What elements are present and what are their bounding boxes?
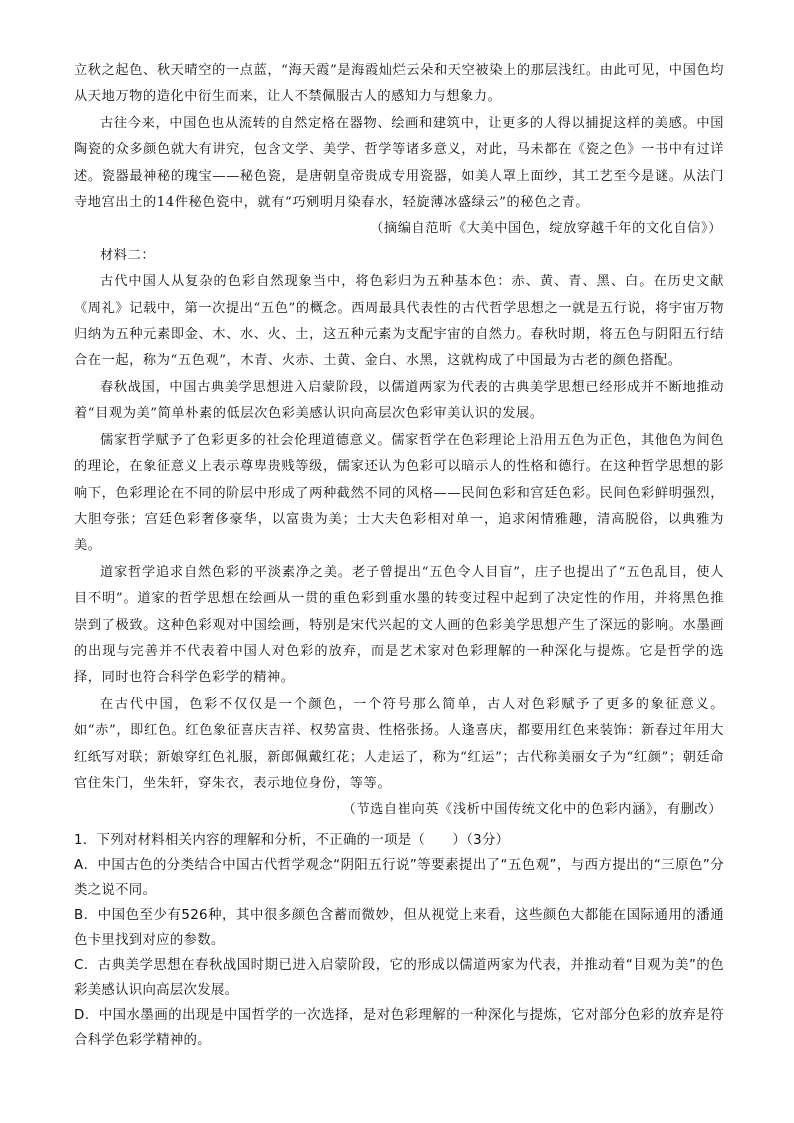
material2-source: （节选自崔向英《浅析中国传统文化中的色彩内涵》，有删改） (342, 802, 722, 818)
material2-paragraph-4: 道家哲学追求自然色彩的平淡素净之美。老子曾提出“五色令人目盲”，庄子也提出了“五色乱目，使人目不明”。道家的哲学思想在绘画从一贯的重色彩到重水墨的转变过程中起到了决定性的作用，并将黑色推崇到了极致。这种色彩观对中国绘画，特别是宋代兴起的文人画的色彩美学思想产生了深远的影响。水墨画的出现与完善并不代表着中国人对色彩的放弃，而是艺术家对色彩理解的一种深化与提炼。它是哲学的选择，同时也符合科学色彩学的精神。 (74, 564, 724, 686)
material2-paragraph-2: 春秋战国，中国古典美学思想进入启蒙阶段，以儒道两家为代表的古典美学思想已经形成并不断地推动着“目观为美”简单朴素的低层次色彩美感认识向高层次色彩审美认识的发展。 (74, 379, 724, 422)
question-1-option-b: B．中国色至少有526种，其中很多颜色含蓄而微妙，但从视觉上来看，这些颜色大都能在国际通用的潘通色卡里找到对应的参数。 (74, 907, 724, 948)
material2-paragraph-1: 古代中国人从复杂的色彩自然现象当中，将色彩归为五种基本色：赤、黄、青、黑、白。在历史文献《周礼》记载中，第一次提出“五色”的概念。西周最具代表性的古代哲学思想之一就是五行说，将宇宙万物归纳为五种元素即金、木、水、火、土，这五种元素为支配宇宙的自然力。春秋时期，将五色与阴阳五行结合在一起，称为“五色观”，木青、火赤、土黄、金白、水黑，这就构成了中国最为古老的颜色搭配。 (74, 274, 724, 369)
material1-paragraph-2: 古往今来，中国色也从流转的自然定格在器物、绘画和建筑中，让更多的人得以捕捉这样的美感。中国陶瓷的众多颜色就大有讲究，包含文学、美学、哲学等诸多意义，对此，马未都在《瓷之色》一书中有过详述。瓷器最神秘的瑰宝——秘色瓷，是唐朝皇帝贵成专用瓷器，如美人罩上面纱，其工艺至今是谜。从法门寺地宫出土的14件秘色瓷中，就有“巧剜明月染春水，轻旋薄冰盛绿云”的秘色之青。 (74, 115, 724, 211)
question-1-stem: 1．下列对材料相关内容的理解和分析，不正确的一项是（ ）（3分） (74, 832, 510, 848)
question-1-option-c: C．古典美学思想在春秋战国时期已进入启蒙阶段，它的形成以儒道两家为代表，并推动着“目观为美”的色彩美感认识向高层次发展。 (74, 957, 724, 998)
question-1-option-d: D．中国水墨画的出现是中国哲学的一次选择，是对色彩理解的一种深化与提炼，它对部分色彩的放弃是符合科学色彩学精神的。 (74, 1007, 724, 1048)
material1-source: （摘编自范昕《大美中国色，绽放穿越千年的文化自信》） (370, 221, 722, 237)
material2-paragraph-5: 在古代中国，色彩不仅仅是一个颜色，一个符号那么简单，古人对色彩赋予了更多的象征意义。如“赤”，即红色。红色象征喜庆吉祥、权势富贵、性格张扬。人逢喜庆，都要用红色来装饰：新春过年用大红纸写对联；新娘穿红色礼服，新郎佩戴红花；人走运了，称为“红运”；古代称美丽女子为“红颜”；朝廷命官住朱门，坐朱轩，穿朱衣，表示地位身份，等等。 (74, 696, 724, 791)
material2-heading: 材料二： (100, 247, 156, 263)
material1-paragraph-1: 立秋之起色、秋天晴空的一点蓝，“海天霞”是海霞灿烂云朵和天空被染上的那层浅红。由此可见，中国色均从天地万物的造化中衍生而来，让人不禁佩服古人的感知力与想象力。 (74, 63, 724, 105)
question-1-option-a: A．中国古色的分类结合中国古代哲学观念“阴阳五行说”等要素提出了“五色观”，与西方提出的“三原色”分类之说不同。 (74, 857, 724, 898)
question-1 (74, 828, 724, 1053)
material2-paragraph-3: 儒家哲学赋予了色彩更多的社会伦理道德意义。儒家哲学在色彩理论上沿用五色为正色，其他色为间色的理论，在象征意义上表示尊卑贵贱等级，儒家还认为色彩可以暗示人的性格和德行。在这种哲学思想的影响下，色彩理论在不同的阶层中形成了两种截然不同的风格——民间色彩和宫廷色彩。民间色彩鲜明强烈，大胆夸张；宫廷色彩奢侈豪华，以富贵为美；士大夫色彩相对单一，追求闲情雅趣，清高脱俗，以典雅为美。 (74, 432, 724, 554)
